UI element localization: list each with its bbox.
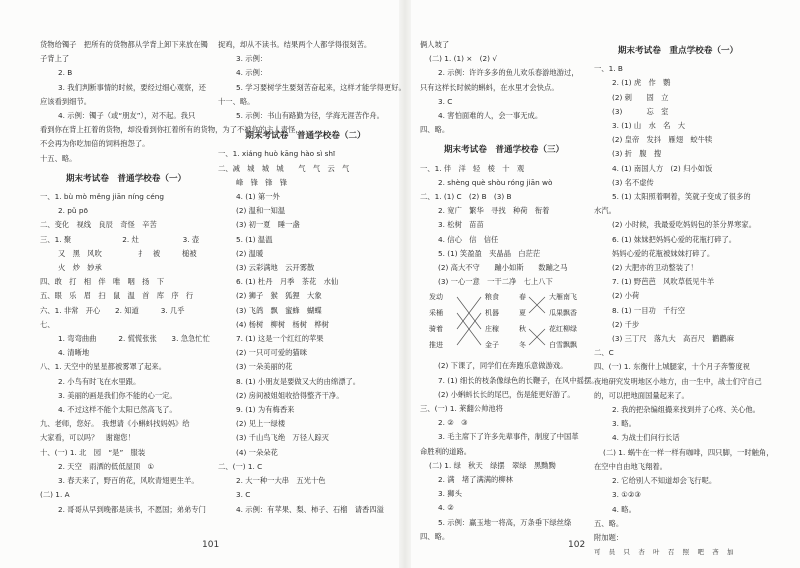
answer-line: 2. pǔ pō [58,206,88,216]
answer-line: 大家看，可以吗？ 谢谢您！ [40,433,135,443]
answer-line: 三、1. 聚 2. 灶 3. 壶 [40,234,200,244]
answer-line: 3. 毛主席下了许多先辈事件，制度了中国革 [438,432,579,442]
answer-line: 捉鸡，却从不读书。结果两个人都学得很刻苦。 [218,40,372,49]
answer-line: 3. ①②③ [612,490,641,500]
answer-line: 夜地研究发明地区小地方，由一生中，战士们守自己 [594,376,762,386]
answer-line: (3) 初一夏 睡一盏 [236,220,300,230]
answer-line: (4) 一朵朵花 [236,447,278,457]
page-number-right: 102 [568,540,586,550]
answer-line: 4. 清晰地 [58,348,90,358]
answer-line: (2) 小时候，我最爱吃妈妈包的茶分界寒家。 [612,220,756,230]
answer-line: 4. (1) 第一外 [236,192,280,202]
answer-line: 火 炒 妙承 [58,263,102,273]
answer-line: 7. (1) 野芭芭 风吹草低见牛羊 [612,277,715,287]
answer-line: (3) 三丁尺 落九大 高百尺 鹳鹳麻 [612,334,735,344]
answer-line: 2. (1) 虎 作 鹦 [612,78,671,88]
answer-line: 水汽。 [594,206,616,216]
match-season-4: 冬 [519,341,526,350]
answer-line: 4. 略。 [612,504,636,514]
answer-line: 十五、略。 [40,153,77,163]
answer-line: 八、1. 天空中的星星都被雾罩了起来。 [40,362,167,372]
answer-line: 4. (1) 南国人方 (2) 归小如饭 [612,163,713,173]
answer-line: 4. ② [438,503,454,513]
answer-line: 3. 美丽的画是我们你不能的心一定。 [58,390,177,400]
answer-line: (3) 一朵美丽的花 [236,362,293,372]
answer-line: 一、1. xiáng huò kāng hào sì shī [218,149,336,159]
answer-line: 在空中自由地飞翔着。 [594,461,667,471]
answer-line: 2. 宽广 繁华 寻找 种荷 衔着 [438,206,550,216]
answer-line: 5. (1) 太阳照着啊着，笑就子变成了很多的 [612,192,751,202]
page-number-left: 101 [202,540,220,550]
answer-line: 3. 我们判断事情的时候，要经过细心观察，还 [58,82,206,92]
answer-line: 2. 天空 雨洒的低低屋顶 ① [58,461,155,471]
answer-line: 2. 小鸟有时飞在水里跟。 [58,376,141,386]
section-heading: 期末考试卷 普通学校卷（三） [443,145,565,156]
answer-line: (2) 温和一知温 [236,206,286,216]
answer-line: (2) 狮子 猴 狐狸 大象 [236,291,322,301]
section-heading: 期末考试卷 重点学校卷（一） [617,46,739,56]
answer-line: 8. (1) 一目功 千行空 [612,305,686,315]
answer-line: 4. 为战士们问行长话 [612,433,680,443]
answer-line: 5. (1) 笑盈盈 夹晶晶 白茫茫 [438,248,541,258]
answer-line: (3) 云彩满地 云开雾散 [236,263,315,273]
answer-line: 3. (1) 山 水 名 大 [612,121,686,131]
answer-line: 只有这样长时候的蝌蚪，在水里才会快点。 [420,82,559,92]
answer-line: 8. (1) 小朋友是要做又大的由绵漂了。 [236,376,361,386]
answer-line: 二、减 城 城 城 气 气 云 气 [218,163,350,173]
answer-line: (2) 见上一绿楼 [236,419,286,429]
answer-line: 十、(一) 1. 北 园 “是” 服装 [40,447,146,457]
column-3-bottom [420,359,599,544]
section-heading: 期末考试卷 普通学校卷（一） [65,173,187,184]
answer-line: 五、眼 乐 眉 扫 鼠 温 首 库 序 行 [40,291,194,301]
column-4 [594,38,774,559]
answer-line: 4. 示例： [236,68,268,78]
answer-line: (2) 一只可可爱的猫咪 [236,348,308,358]
answer-line: (3) 忘 室 [612,106,669,116]
answer-line: 俩人坡了 [420,40,450,49]
match-season-2: 夏 [519,309,526,318]
answer-line: 二、C [594,348,614,358]
answer-line: 9. (1) 为有梅香来 [236,405,295,415]
answer-line: 三、(一) 1. 莱翻公帅池将 [420,404,503,414]
match-mid-2: 机器 [485,309,499,318]
answer-line: 4. 不过这样不能个太阳已然高飞了。 [58,405,177,415]
answer-line: 2. shèng què shòu róng jiān wò [438,177,553,187]
answer-line: 不会再为你吃加倍的饲料抱怨了。 [40,139,150,149]
answer-line: (3) 折 腹 搜 [612,149,662,159]
answer-line: 2. 它给别人不知道却会飞行呢。 [612,476,717,486]
answer-line: 应该看到细节。 [40,96,92,106]
answer-line: 九、老师，您好。 我想请《小蝌蚪找妈妈》给 [40,419,190,429]
answer-line: (3) 飞鸽 飘 蜜蜂 蝴蝶 [236,305,322,315]
answer-line: 2. B [58,68,73,78]
answer-line: 附加题： [594,532,624,542]
answer-line: 5. 示例：赢玉地一将高，万条垂下绿丝绦 [438,517,572,527]
match-mid-1: 粮食 [485,293,499,302]
answer-line: 七、 [40,319,55,329]
answer-line: 2. 示例：许许多多的鱼儿欢乐春游地游过， [438,68,579,78]
answer-line: 7. (1) 细长的枝条像绿色的长鞭子，在风中摇摆。 [438,375,599,385]
answer-line: 3. 松树 苗苗 [438,220,484,230]
answer-line: 5. 学习要树学生要刻苦奋起来，这样才能学得更好。 [236,82,406,92]
answer-line: (4) 杨树 柳树 杨树 桦树 [236,319,329,329]
answer-line: (2) 小蝌蚪长长的尾巴，伤是能更好游了。 [438,389,575,399]
answer-line: 五、略。 [594,518,624,528]
answer-line: (2) 下课了，同学们在奔跑乐意做游戏。 [438,361,568,371]
answer-line: 6. (1) 杜丹 月季 茶花 水仙 [236,277,339,287]
answer-line: (2) 千步 [612,319,640,329]
answer-line: 3. 示例： [236,54,268,64]
answer-line: (2) 刺 固 立 [612,92,669,102]
answer-line: 2. ② ③ [438,418,468,428]
column-3 [420,38,599,544]
section-heading: 期末考试卷 普通学校卷（二） [245,131,366,142]
answer-line: 2. 哥哥从早到晚都是读书，不愿国；弟弟专门 [58,504,206,514]
answer-line: 货物给镯子 把所有的货物都从学背上卸下来放在镯 [40,40,208,49]
answer-line: 5. (1) 温温 [236,234,273,244]
answer-line: 四、敢 打 相 伴 唯 咽 扬 下 [40,277,165,287]
answer-line: 子背上了 [40,54,70,64]
answer-line: (2) 小荷 [612,291,640,301]
answer-line: 4. 示例：有苹果、梨、柿子、石榴 请香四溢 [236,504,384,514]
answer-line: 1. 弯弯曲曲 2. 慌慌张张 3. 急急忙忙 [58,334,210,344]
answer-line: 3. 略。 [612,419,636,429]
answer-line: 可 员 只 杏 叶 召 照 吧 吝 加 [594,548,735,557]
answer-line: 的，可以把地面国量起来了。 [594,390,689,400]
answer-line: (二) 1. (1) × (2) √ [429,54,497,64]
answer-line: 二、变化 视线 良辰 奇怪 辛苦 [40,220,157,230]
answer-line: 3. C [236,490,251,500]
answer-line: 一、1. bù mò měng jiān níng céng [40,192,164,202]
answer-line: 峰 锋 锋 锋 [236,177,288,187]
match-left-2: 采桶 [429,309,443,318]
answer-line: (2) 房间被姐姐收拾得整齐干净。 [236,390,344,400]
answer-line: (2) 高大不守 蹦小如斯 数蹦之马 [438,263,568,273]
match-left-4: 推进 [429,341,443,350]
answer-line: 4. 信心 信 信任 [438,234,499,244]
answer-line: (3) 名不虚传 [612,177,654,187]
answer-line: 2. 满 堵了满满的柳林 [438,475,513,485]
match-season-3: 秋 [519,325,526,334]
answer-line: 四、(一) 1. 东衡什上城腿家，十个月子奔警度祝 [594,362,750,372]
answer-line: 二、1. (1) C (2) B (3) B [420,192,512,202]
answer-line: 看到你在背上扛着的货物，却没看到你扛着所有的货物，为了不被你的主人责怪， [40,125,303,135]
answer-line: (2) 大肥亦的卫动整装了！ [612,263,698,273]
answer-line: 3. 狮头 [438,489,462,499]
answer-line: 一、1. 伴 洋 轻 棱 十 观 [420,163,525,173]
match-scene-1: 大雁南飞 [549,293,577,302]
answer-line: 3. 春天来了，野百的花，风吹青翅更生羊。 [58,476,199,486]
answer-line: 一、1. B [594,64,623,74]
answer-line: 四、略。 [420,125,450,135]
match-scene-4: 白雪飘飘 [549,341,577,350]
answer-line: 4. 示例：镯子（或“朋友”），对不起。我只 [58,111,196,121]
answer-line: 2. 大一种一大串 五光十色 [236,476,326,486]
match-season-1: 春 [519,293,526,302]
answer-line: (2) 温暖 [236,248,264,258]
match-mid-3: 庄稼 [485,325,499,334]
answer-line: 四、略。 [420,531,450,541]
answer-line: (2) 皇帝 发抖 雁翅 蛟牛犊 [612,135,713,145]
column-2 [218,38,406,517]
answer-line: 3. C [438,96,453,106]
answer-line: 命胜利的道路。 [420,446,472,456]
match-mid-4: 金子 [485,341,499,350]
answer-line: 六、1. 非常 开心 2. 知道 3. 几乎 [40,305,185,315]
answer-line: 7. (1) 这是一个红红的苹果 [236,334,324,344]
answer-line: 妈妈心爱的花瓶被妹妹打碎了。 [612,248,715,258]
answer-line: (3) 千山鸟飞绝 万径人踪灭 [236,433,329,443]
answer-line: (二) 1. 蜗牛在一样一样有咖啡，四只脚，一时触角， [603,447,774,457]
answer-line: 十一、略。 [218,96,255,106]
answer-line: (二) 1. 绿 秋天 绿摆 翠绿 黑黝黝 [429,460,556,470]
answer-line: (二) 1. A [40,490,70,500]
answer-line: 2. 我的把杂编组撮来找到并了心疼、关心他。 [612,405,760,415]
match-scene-3: 花红柳绿 [549,325,577,334]
matching-exercise [429,291,588,357]
answer-line: 4. 害怕面难的人，会一事无成。 [438,111,543,121]
answer-line: 6. (1) 妹妹把妈妈心爱的花瓶打碎了。 [612,234,737,244]
answer-line: 5. 示例：书山有路勤为径，学海无涯苦作舟。 [236,111,384,121]
match-scene-2: 瓜果飘香 [549,309,577,318]
match-left-1: 发动 [429,293,443,302]
answer-line: 二、(一) 1. C [218,461,263,471]
answer-line: 又 黑 风吹 扌 被 槌被 [58,248,197,258]
answer-line: (3) 一心一意 一干二净 七上八下 [438,277,553,287]
match-left-3: 骑着 [429,325,443,334]
column-3-top [420,38,588,289]
